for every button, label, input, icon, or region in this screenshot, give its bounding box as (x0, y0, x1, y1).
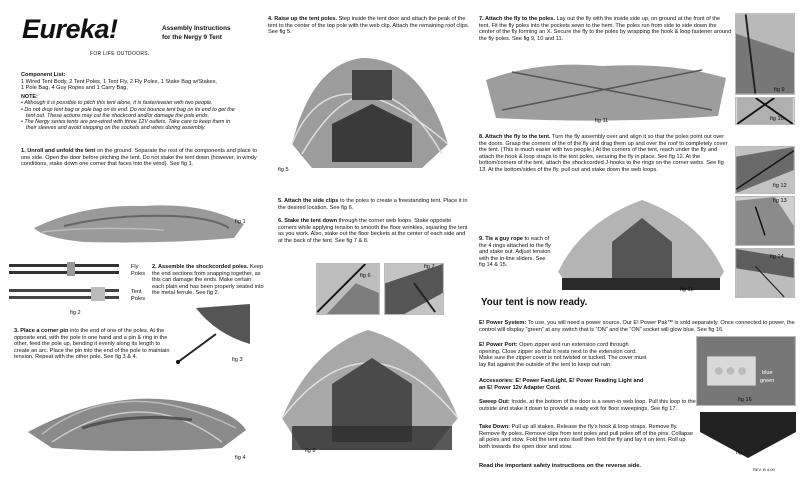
fly-layout-illustration (482, 50, 730, 124)
take-down-title: Take Down: (479, 424, 510, 430)
fig1-caption: fig 1 (235, 219, 246, 225)
fig10-image (735, 97, 795, 125)
fig7-caption: fig 7 (424, 264, 435, 270)
step-7-body: Lay out the fly with the inside side up, on ground at the front of the tent. Fit the fly poles into the pockets sewn to the hem. The poles run from side to side down the center of the fly forming an X. Secure the fly to the poles by wrapping the hook & loop fastener around the fly poles. See fig 9, 10 and 11. (479, 16, 732, 42)
note-item-1: • Although it is possible to pitch this tent alone, it is faster/easier with two people. (21, 100, 213, 107)
accessories-title: Accessories: E! Power Fan/Light, E! Power Reading Light and an E! Power 12v Adapter Cord. (479, 378, 644, 391)
step-4-body: Step inside the tent door and attach the peak of the tent to the center of the top pole with the web clip. Attach the remaining roof clips. See fig 5. (268, 16, 470, 36)
fig1-image (24, 176, 252, 246)
blue-label: blue (762, 370, 773, 376)
component-line1: 1 Wired Tent Body, 2 Tent Poles, 1 Tent Fly, 2 Fly Poles, 1 Stake Bag w/Stakes, (21, 78, 217, 85)
fly-pole-pocket-photo (736, 14, 794, 94)
component-line2: 1 Pole Bag, 4 Guy Ropes and 1 Carry Bag, (21, 85, 128, 92)
note-item-2: • Do not drop tent bag or pole bag on its end. Do not bounce tent bag on its end to get the (21, 106, 235, 113)
fig6-image (316, 263, 380, 315)
step-6-title: 6. Stake the tent down (278, 218, 338, 224)
step-1-body: on the ground. Separate the rest of the components and place to one side. Open the door before pitching the tent. Do not stake the tent down (however, in windy conditions, stake down one corner that faces into the wind). See fig 1. (21, 148, 257, 168)
logo-tagline: FOR LIFE OUTDOORS. (90, 51, 150, 57)
power-control-photo (697, 337, 795, 405)
brand-logo (22, 14, 118, 45)
sweep-out (479, 399, 697, 412)
raised-tent-illustration (272, 44, 468, 176)
step-1-title: 1. Unroll and unfold the tent (21, 148, 96, 154)
component-heading: Component List: (21, 72, 66, 78)
step-6 (278, 218, 470, 244)
note-item-3b: their sleeves and avoid stepping on the sockets and wires during assembly. (26, 125, 206, 132)
step-1 (21, 148, 266, 168)
logo-text: Eureka! (22, 14, 118, 44)
sweep-out-title: Sweep Out: (479, 399, 510, 405)
power-port-title: E! Power Port: (479, 342, 518, 348)
step-4-title: 4. Raise up the tent poles. (268, 16, 338, 22)
power-port (479, 342, 649, 368)
fig9-caption: fig 9 (774, 87, 785, 93)
step-2-body: Keep the end sections from snapping together, as this can damage the ends. Make certain each plain end has been properly seated into the metal ferrule. See fig 2. (152, 264, 264, 297)
sweep-out-body: Inside, at the bottom of the door is a sewn-in web loop. Pull this loop to the outside and stake it down to provide a ready exit for floor sweepings. See fig 17. (479, 399, 696, 412)
step-5-body: to the poles to create a freestanding tent. Place it in the desired location. See fig 6. (278, 198, 468, 211)
title-line2: for the Nergy 9 Tent (162, 34, 222, 41)
fig2-image (7, 260, 129, 306)
take-down-body: Pull up all stakes. Release the fly's hook & loop straps. Remove fly. Remove fly poles. Remove clips from tent poles and pull poles off of the pins. Collapse all poles and stow. Fold the tent onto itself then fold the fly and lay it on tent. Roll up both towards the open door and stow. (479, 424, 694, 450)
fig15-image (552, 182, 730, 298)
finished-tent-illustration (552, 182, 730, 298)
step-9-title: 9. Tie a guy rope (479, 236, 524, 242)
fig13-caption: fig 13 (773, 198, 787, 204)
step-3-title: 3. Place a corner pin (14, 328, 69, 334)
fig2-caption: fig 2 (70, 310, 81, 316)
staked-tent-illustration (272, 318, 466, 456)
note-section (21, 94, 266, 132)
fig10-caption: fig 10 (770, 116, 784, 122)
revision-code: REV. B 4.09 (753, 467, 775, 472)
fig5-caption: fig 5 (278, 167, 289, 173)
step-5 (278, 198, 468, 211)
step-4 (268, 16, 470, 36)
note-item-2b: tent out. These actions may cut the shockcord and/or damage the pole ends. (26, 112, 210, 119)
power-port-body: Open zipper and run extension cord through opening. Close zipper so that it rests next to the extension cord. Make sure the zipper cover is not twisted or tucked. The cover must lay flat against the outside of the tent to keep out rain. (479, 342, 647, 368)
step-7 (479, 16, 732, 42)
step-6-body: through the corner web loops. Stake opposite corners while applying tension to smooth the floor wrinkles, squaring the tent as you work. Also, stake out the floor beckets at the center of each side and at the back of the tent. See fig 7 & 8. (278, 218, 468, 244)
fig8-image (272, 318, 466, 456)
power-system-title: E! Power System: (479, 320, 527, 326)
unfolded-tent-illustration (24, 176, 252, 246)
arched-poles-illustration (22, 372, 250, 454)
component-list (21, 72, 261, 92)
step-9-body: to each of the 4 rings attached to the fly and stake out. Adjust tension with the in-line sliders. See fig 14 & 15. (479, 236, 551, 269)
fig8-caption: fig 8 (305, 448, 316, 454)
fig11-image (482, 50, 730, 124)
note-heading: NOTE: (21, 94, 38, 100)
power-system-body: To use, you will need a power source. Our E! Power Pak™ is sold separately. Once connected to power, the control will display “green” at any switch that is “ON” and the “ON” socket will glow blue. See fig 16. (479, 320, 795, 333)
tent-poles-label: Tent Poles (131, 289, 145, 302)
step-8-body: Turn the fly assembly over and align it so that the poles point out over the doors. Grasp the corners of the of the fly and drag them up and over the roof to completely cover the tent. (This is much easier with two people.) At the corners of the tent, reach under the fly and attach the hook & loop straps to the tent poles, securing the fly in place. See fig 12. At the bottom/corners of the tent, attach the shockcorded J-hooks to the rings on the corner webs. See fig 13. At the bottom/sides of the fly, pull out and stake down the web loops. (479, 134, 728, 173)
green-label: green (760, 378, 775, 384)
fig3-caption: fig 3 (232, 357, 243, 363)
fig16-image (696, 336, 796, 406)
step-8-title: 8. Attach the fly to the tent. (479, 134, 551, 140)
fig15-caption: fig 15 (680, 287, 694, 293)
fig17-caption: fig 17 (736, 450, 750, 456)
stake-photo (385, 264, 443, 314)
j-hook-photo (736, 197, 794, 245)
tent-ready-heading: Your tent is now ready. (481, 297, 588, 308)
step-8 (479, 134, 731, 174)
step-9 (479, 236, 551, 269)
fig7-image (384, 263, 444, 315)
step-7-title: 7. Attach the fly to the poles. (479, 16, 555, 22)
step-3-body: into the end of one of the poles. At the opposite end, with the pole in one hand and a pin & ring in the other, feed the pole up, bending it evenly along its length to create an arc. Place the pin into the end of the pole to maintain tension. Repeat with the other pole. See fig 3 & 4. (14, 328, 170, 361)
fig5-image (272, 44, 468, 176)
fig9-image (735, 13, 795, 95)
document-title (162, 24, 231, 42)
step-2-title: 2. Assemble the shockcorded poles. (152, 264, 249, 270)
step-5-title: 5. Attach the side clips (278, 198, 339, 204)
fig4-caption: fig 4 (235, 455, 246, 461)
hook-loop-photo (736, 98, 794, 124)
fig6-caption: fig 6 (360, 273, 371, 279)
title-line1: Assembly Instructions (162, 25, 231, 32)
power-system (479, 320, 797, 333)
fig16-caption: fig 16 (738, 397, 752, 403)
side-clip-photo (317, 264, 379, 314)
note-item-3: • The Nergy series tents are pre-wired with three 12V outlets. Take care to keep them in (21, 119, 231, 126)
fly-poles-label: Fly Poles (131, 264, 145, 277)
fig12-caption: fig 12 (773, 183, 787, 189)
fig11-caption: fig 11 (595, 118, 609, 124)
safety-notice: Read the important safety instructions on the reverse side. (479, 463, 642, 469)
poles-illustration (7, 260, 129, 306)
guy-rope-photo (736, 249, 794, 297)
fig14-caption: fig 14 (770, 254, 784, 260)
fig4-image (22, 372, 250, 454)
take-down (479, 424, 697, 450)
accessories (479, 378, 649, 391)
fig14-image (735, 248, 795, 298)
step-3 (14, 328, 174, 361)
step-2 (152, 264, 264, 297)
